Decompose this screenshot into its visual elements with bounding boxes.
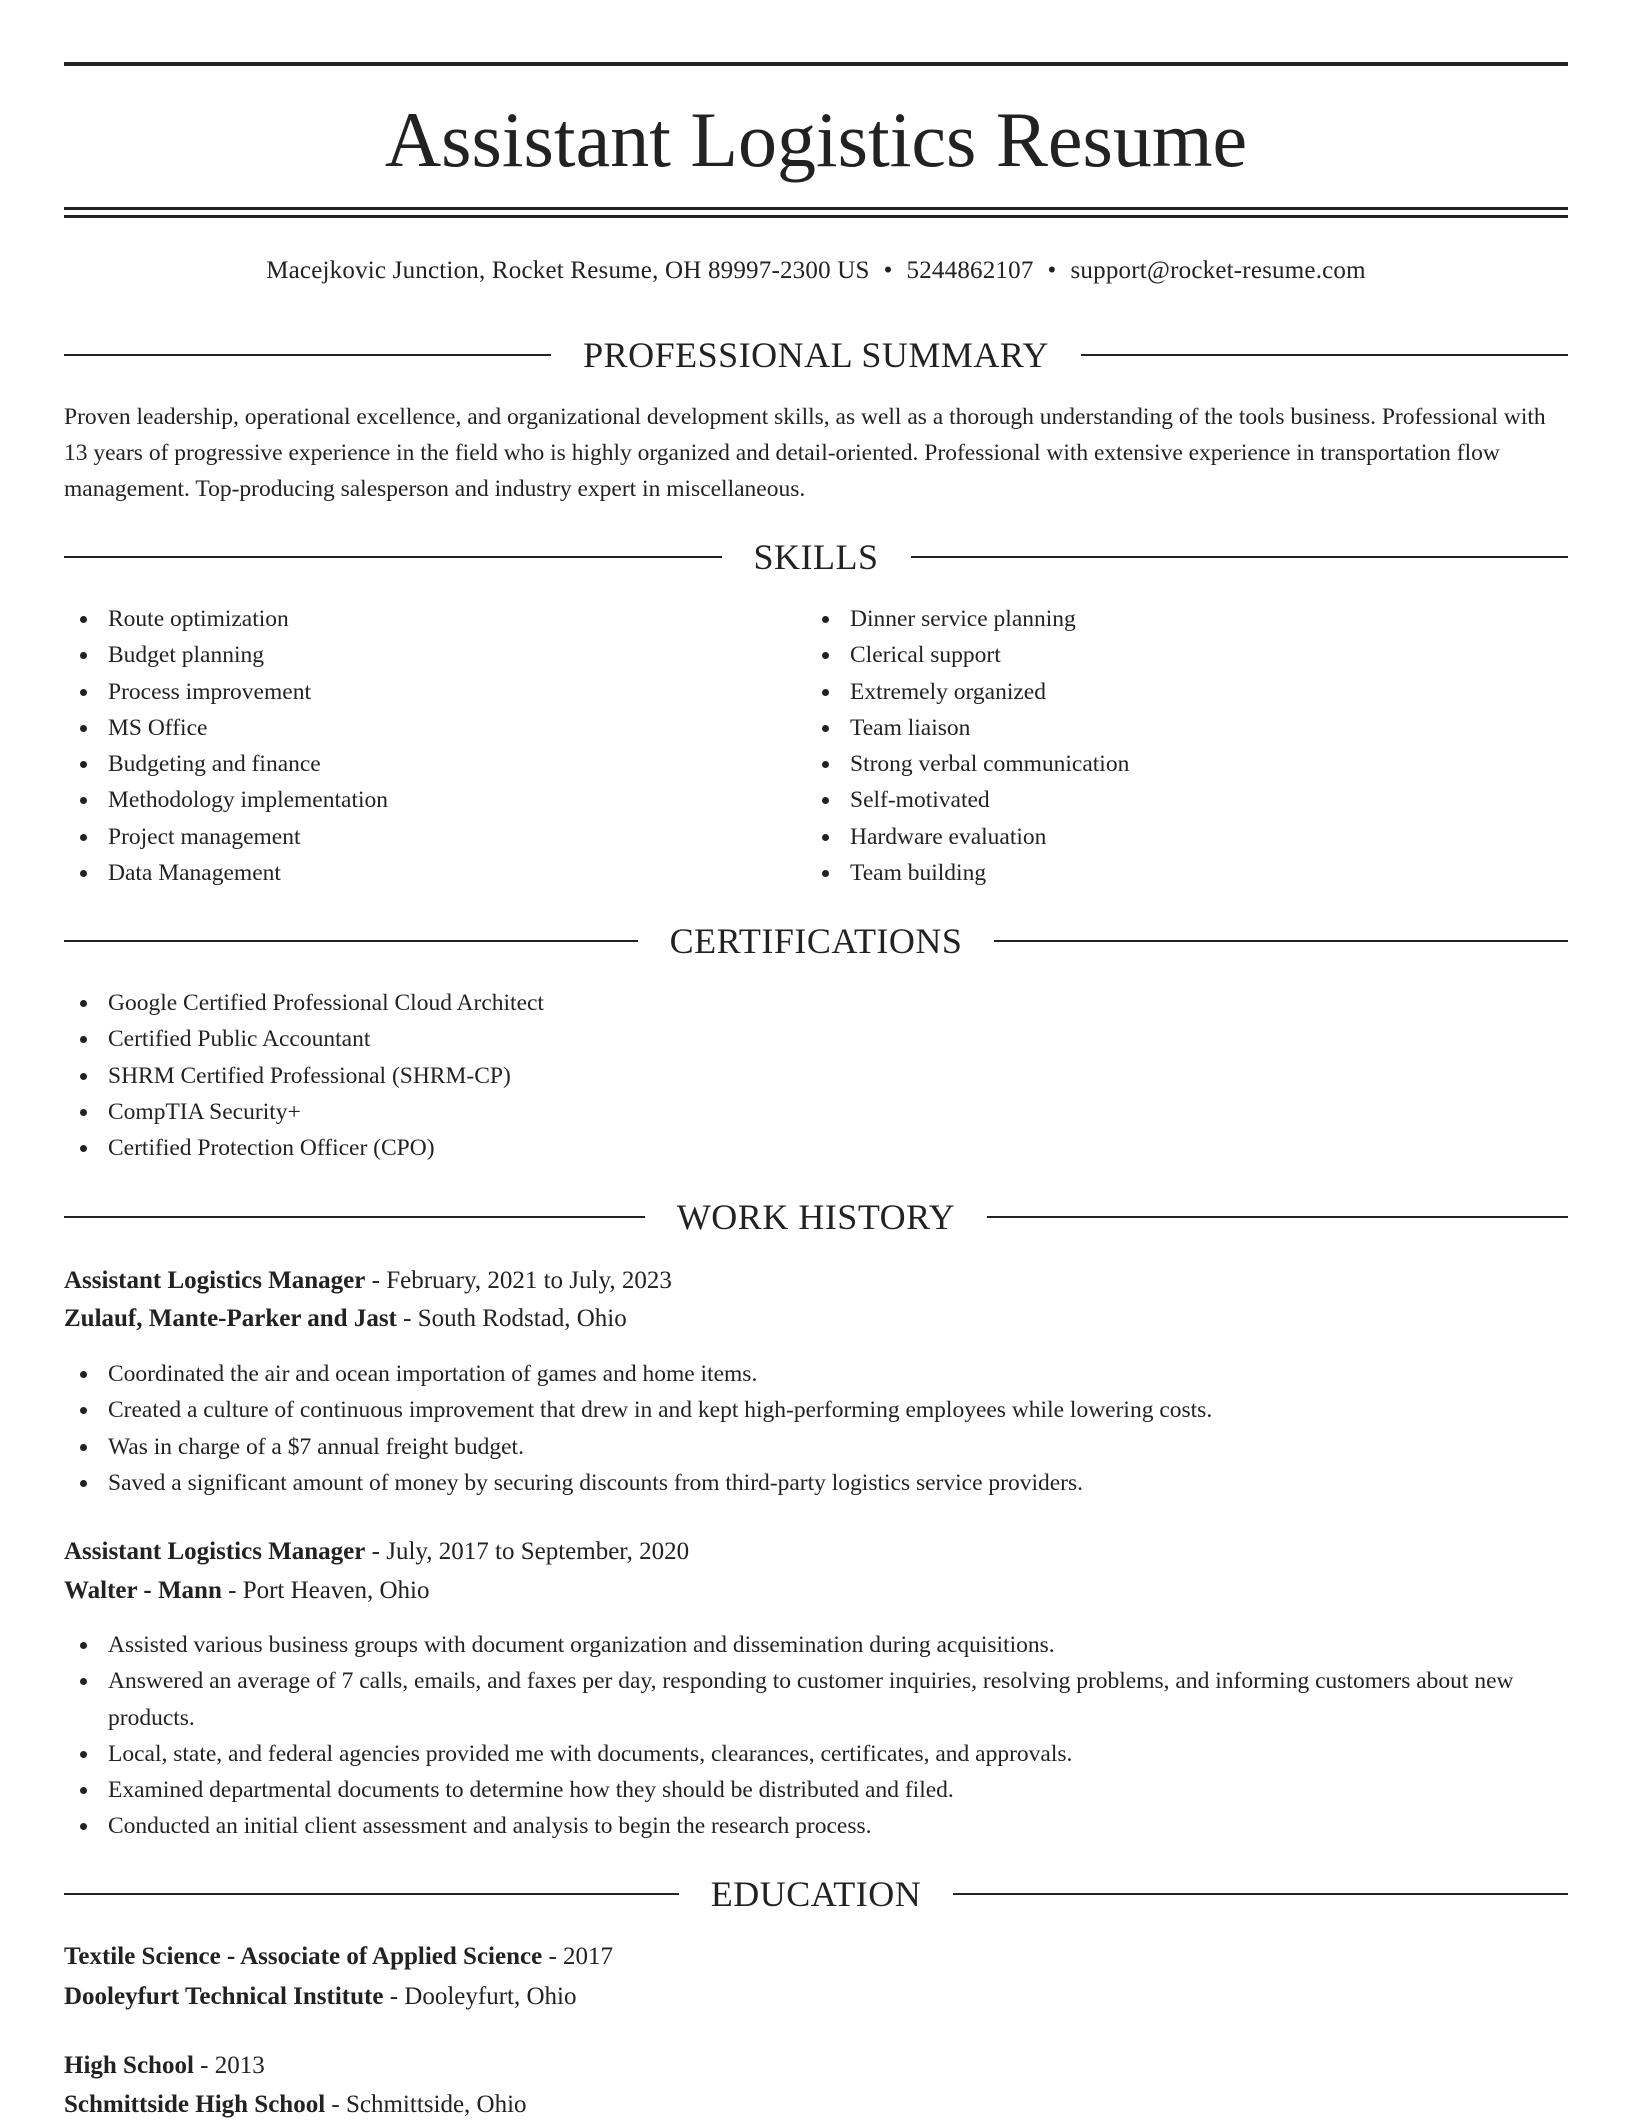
summary-heading-label: PROFESSIONAL SUMMARY: [583, 335, 1049, 375]
education-degree: Textile Science - Associate of Applied Science: [64, 1943, 543, 1970]
certifications-list: [64, 985, 1564, 1166]
education-year: - 2017: [542, 1943, 614, 1970]
job-location: - South Rodstad, Ohio: [396, 1305, 627, 1332]
work-heading-label: WORK HISTORY: [676, 1197, 956, 1237]
skill-item: Extremely organized: [806, 674, 1566, 710]
skill-item: Methodology implementation: [64, 782, 804, 818]
job-location: - Port Heaven, Ohio: [221, 1577, 430, 1604]
contact-phone: 5244862107: [906, 257, 1034, 284]
contact-address: Macejkovic Junction, Rocket Resume, OH 89997-2300 US: [266, 257, 870, 284]
header-double-rule-top: [64, 207, 1568, 210]
education-school: Schmittside High School: [64, 2091, 326, 2118]
education-degree-line: [64, 2047, 1568, 2085]
education-school-line: [64, 2086, 1568, 2124]
education-location: - Schmittside, Ohio: [325, 2091, 527, 2118]
resume-title: Assistant Logistics Resume: [384, 96, 1248, 183]
job-duty-item: Answered an average of 7 calls, emails, and faxes per day, responding to customer inquiries, resolving problems, and informing customers about new products.: [64, 1663, 1568, 1736]
job-dates: - July, 2017 to September, 2020: [365, 1538, 690, 1565]
skills-heading: [64, 535, 1568, 579]
education-location: - Dooleyfurt, Ohio: [383, 1983, 577, 2010]
skill-item: Team liaison: [806, 710, 1566, 746]
certifications-heading: [64, 919, 1568, 963]
skill-item: Team building: [806, 855, 1566, 891]
job-duty-item: Created a culture of continuous improvement that drew in and kept high-performing employees while lowering costs.: [64, 1392, 1568, 1428]
skill-item: Project management: [64, 819, 804, 855]
job-title: Assistant Logistics Manager: [64, 1538, 366, 1565]
certification-item: CompTIA Security+: [64, 1094, 1564, 1130]
certification-item: Certified Public Accountant: [64, 1021, 1564, 1057]
job-company: Walter - Mann: [64, 1577, 222, 1604]
skill-item: MS Office: [64, 710, 804, 746]
contact-email: support@rocket-resume.com: [1070, 257, 1366, 284]
skill-item: Process improvement: [64, 674, 804, 710]
job-duty-item: Local, state, and federal agencies provided me with documents, clearances, certificates, and approvals.: [64, 1736, 1568, 1772]
certifications-heading-label: CERTIFICATIONS: [669, 921, 963, 961]
skills-list-left: [64, 601, 804, 891]
education-heading: [64, 1872, 1568, 1916]
contact-separator: •: [883, 257, 893, 284]
skill-item: Dinner service planning: [806, 601, 1566, 637]
skill-item: Route optimization: [64, 601, 804, 637]
job-duties-list: [64, 1356, 1568, 1501]
education-degree: High School: [64, 2052, 194, 2079]
job-duty-item: Assisted various business groups with document organization and dissemination during acquisitions.: [64, 1627, 1568, 1663]
education-degree-line: [64, 1938, 1568, 1976]
education-year: - 2013: [193, 2052, 265, 2079]
job-company: Zulauf, Mante-Parker and Jast: [64, 1305, 397, 1332]
skill-item: Strong verbal communication: [806, 746, 1566, 782]
job-duties-list: [64, 1627, 1568, 1845]
contact-separator: •: [1047, 257, 1057, 284]
skill-item: Self-motivated: [806, 782, 1566, 818]
job-dates: - February, 2021 to July, 2023: [365, 1267, 672, 1294]
job-title: Assistant Logistics Manager: [64, 1267, 366, 1294]
job-company-line: [64, 1572, 1568, 1610]
header-top-rule: [64, 62, 1568, 66]
skill-item: Hardware evaluation: [806, 819, 1566, 855]
skills-list-right: [806, 601, 1566, 891]
summary-text: Proven leadership, operational excellence, and organizational development skills, as well as a thorough understanding of the tools business. Professional with 13 years of progressive experience in the field who is highly organized and detail-oriented. Professional with extensive experience in transportation flow management. Top-producing salesperson and industry expert in miscellaneous.: [64, 404, 1546, 502]
job-company-line: [64, 1300, 1568, 1338]
certification-item: SHRM Certified Professional (SHRM-CP): [64, 1058, 1564, 1094]
skill-item: Data Management: [64, 855, 804, 891]
summary-heading: [64, 333, 1568, 377]
job-duty-item: Examined departmental documents to determine how they should be distributed and filed.: [64, 1772, 1568, 1808]
certification-item: Google Certified Professional Cloud Architect: [64, 985, 1564, 1021]
job-duty-item: Conducted an initial client assessment and analysis to begin the research process.: [64, 1808, 1568, 1844]
header-double-rule-bottom: [64, 215, 1568, 218]
skill-item: Budget planning: [64, 637, 804, 673]
job-title-line: [64, 1533, 1568, 1571]
education-school-line: [64, 1978, 1568, 2016]
education-heading-label: EDUCATION: [710, 1874, 922, 1914]
job-duty-item: Coordinated the air and ocean importation of games and home items.: [64, 1356, 1568, 1392]
job-duty-item: Was in charge of a $7 annual freight budget.: [64, 1429, 1568, 1465]
skill-item: Budgeting and finance: [64, 746, 804, 782]
education-school: Dooleyfurt Technical Institute: [64, 1983, 384, 2010]
work-heading: [64, 1195, 1568, 1239]
certification-item: Certified Protection Officer (CPO): [64, 1130, 1564, 1166]
job-duty-item: Saved a significant amount of money by securing discounts from third-party logistics service providers.: [64, 1465, 1568, 1501]
contact-line: [64, 254, 1568, 288]
job-title-line: [64, 1262, 1568, 1300]
skill-item: Clerical support: [806, 637, 1566, 673]
skills-heading-label: SKILLS: [753, 537, 879, 577]
